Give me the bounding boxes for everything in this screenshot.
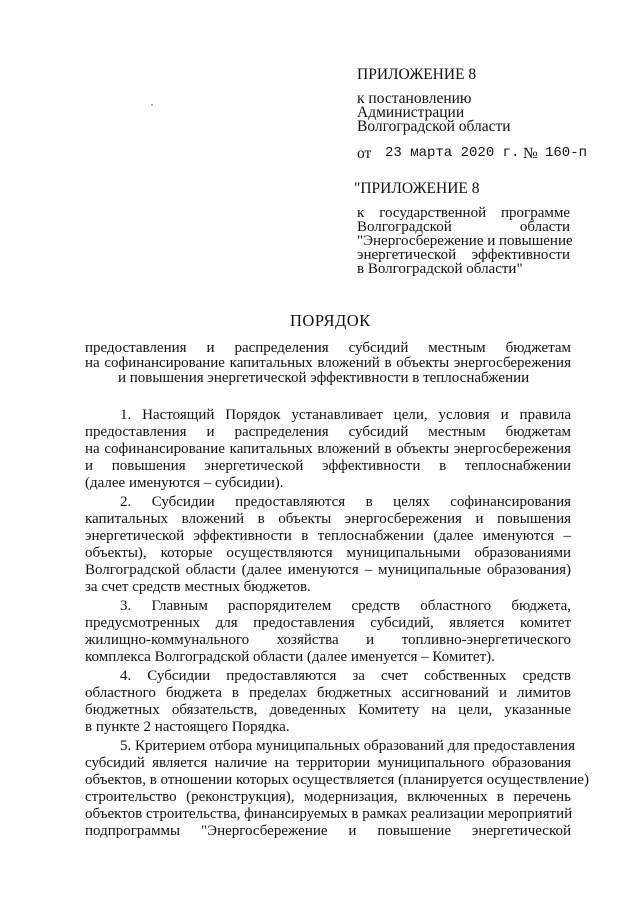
body-line-25: подпрограммы "Энергосбережение и повышение энергетической: [85, 823, 571, 839]
body-line-10: Волгоградской области (далее именуются – муниципальные образования): [85, 562, 571, 578]
program-line-3: "Энергосбережение и повышение: [357, 233, 573, 249]
body-line-24: объектов строительства, финансируемых в рамках реализации мероприятий: [85, 806, 573, 822]
number-label: №: [523, 145, 538, 162]
document-title: ПОРЯДОК: [290, 311, 371, 330]
scan-speck: [151, 104, 153, 106]
body-line-13: предусмотренных для предоставления субсидий, является комитет: [85, 615, 571, 631]
body-line-15: комплекса Волгоградской области (далее именуется – Комитет).: [85, 649, 495, 665]
body-line-4: и повышения энергетической эффективности в теплоснабжении: [85, 458, 571, 474]
subtitle-line-1: предоставления и распределения субсидий местным бюджетам: [85, 340, 571, 356]
program-line-4: энергетической эффективности: [357, 247, 570, 263]
program-line-2: Волгоградской области: [357, 219, 570, 235]
body-line-20: 5. Критерием отбора муниципальных образований для предоставления: [120, 738, 575, 754]
body-line-8: энергетической эффективности в теплоснабжении (далее именуются –: [85, 528, 571, 544]
body-line-5: (далее именуются – субсидии).: [85, 475, 284, 491]
subtitle-line-2: на софинансирование капитальных вложений в объекты энергосбережения: [85, 355, 571, 371]
body-line-3: на софинансирование капитальных вложений в объекты энергосбережения: [85, 441, 571, 457]
body-line-18: бюджетных обязательств, доведенных Комитету на цели, указанные: [85, 702, 571, 718]
resolution-line-3: Волгоградской области: [357, 118, 511, 135]
resolution-line-1: к постановлению: [357, 90, 472, 107]
program-line-1: к государственной программе: [357, 205, 570, 221]
body-line-1: 1. Настоящий Порядок устанавливает цели, условия и правила: [120, 407, 571, 423]
body-line-2: предоставления и распределения субсидий местным бюджетам: [85, 424, 571, 440]
appendix-label: ПРИЛОЖЕНИЕ 8: [357, 66, 477, 83]
body-line-16: 4. Субсидии предоставляются за счет собственных средств: [120, 668, 571, 684]
number-value: 160-п: [545, 145, 588, 161]
body-line-21: субсидий является наличие на территории муниципального образования: [85, 755, 571, 771]
body-line-14: жилищно-коммунального хозяйства и топливно-энергетического: [85, 632, 571, 648]
resolution-line-2: Администрации: [357, 104, 465, 121]
subtitle-line-3: и повышения энергетической эффективности в теплоснабжении: [118, 370, 530, 386]
body-line-9: объекты), которые осуществляются муниципальными образованиями: [85, 545, 571, 561]
body-line-6: 2. Субсидии предоставляются в целях софинансирования: [120, 494, 571, 510]
body-line-11: за счет средств местных бюджетов.: [85, 579, 311, 595]
body-line-23: строительство (реконструкция), модернизация, включенных в перечень: [85, 789, 571, 805]
program-appendix-label: "ПРИЛОЖЕНИЕ 8: [354, 180, 480, 197]
body-line-7: капитальных вложений в объекты энергосбережения и повышения: [85, 511, 571, 527]
body-line-17: областного бюджета в пределах бюджетных ассигнований и лимитов: [85, 685, 571, 701]
body-line-19: в пункте 2 настоящего Порядка.: [85, 719, 290, 735]
body-line-22: объектов, в отношении которых осуществляется (планируется осуществление): [85, 772, 589, 788]
date-value: 23 марта 2020 г.: [385, 145, 520, 161]
program-line-5: в Волгоградской области": [357, 261, 523, 277]
body-line-12: 3. Главным распорядителем средств областного бюджета,: [120, 598, 571, 614]
date-prefix: от: [357, 145, 372, 162]
